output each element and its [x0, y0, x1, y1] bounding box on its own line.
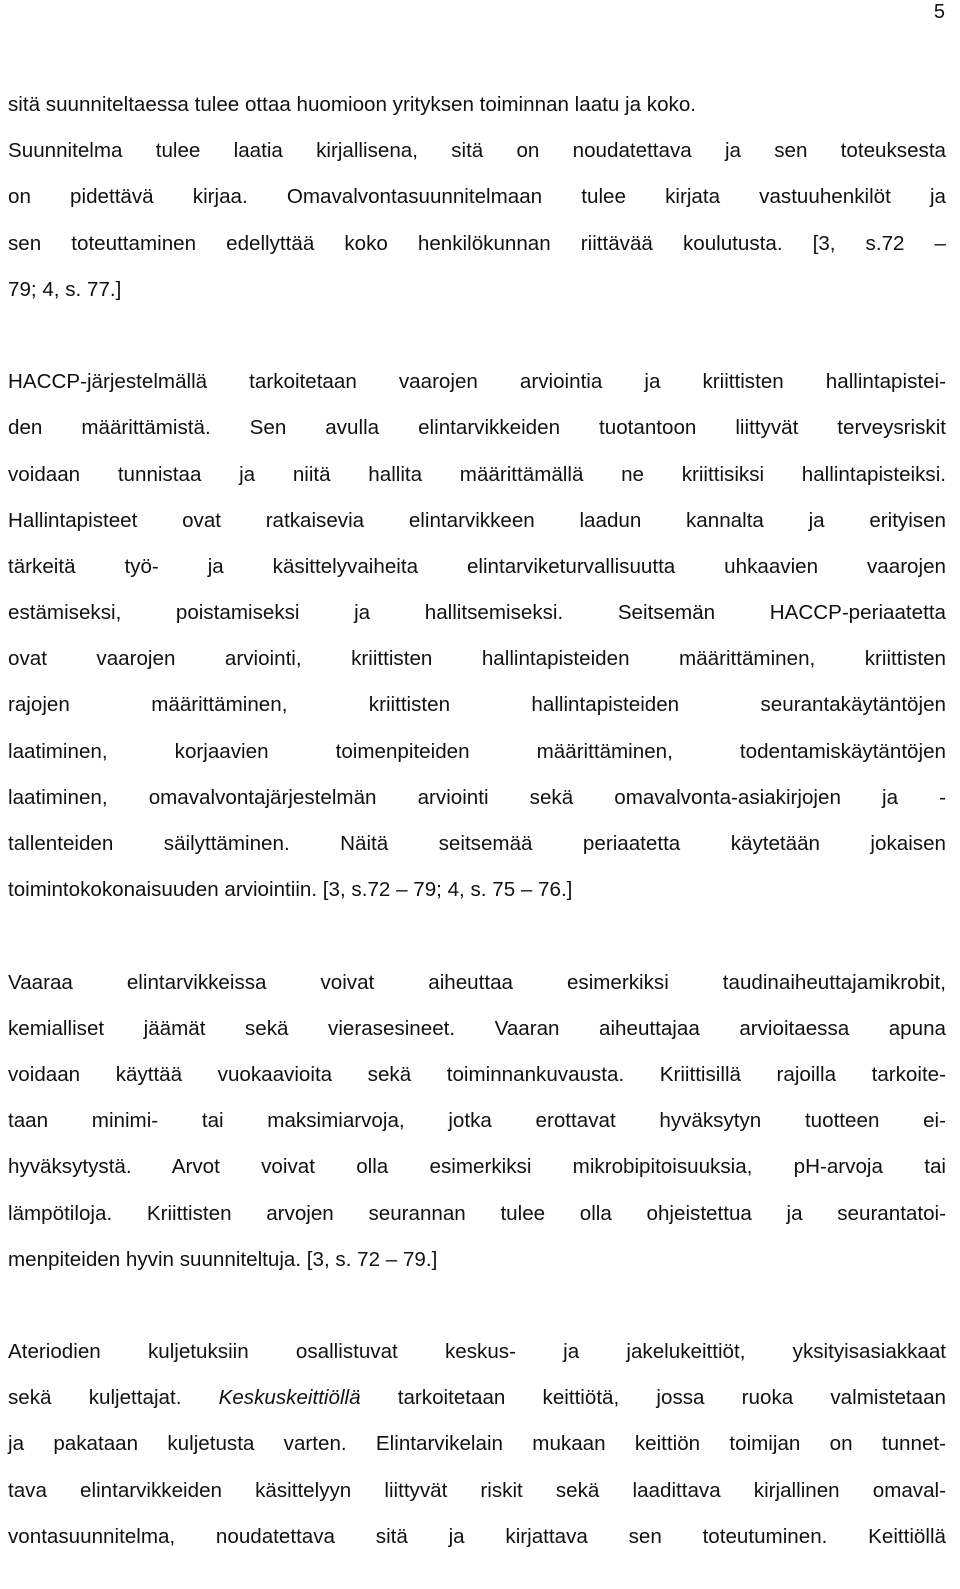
text-line: HACCP-järjestelmällä tarkoitetaan vaarojen arviointia ja kriittisten hallintapistei-	[8, 370, 946, 394]
text-line: tallenteiden säilyttäminen. Näitä seitsemää periaatetta käytetään jokaisen	[8, 832, 946, 855]
paragraph-haccp	[8, 359, 946, 913]
paragraph-spacer	[8, 913, 946, 959]
paragraph-spacer	[8, 1283, 946, 1329]
text-line: vontasuunnitelma, noudatettava sitä ja kirjattava sen toteutuminen. Keittiöllä	[8, 1524, 946, 1548]
text-line: Hallintapisteet ovat ratkaisevia elintarvikkeen laadun kannalta ja erityisen	[8, 508, 946, 532]
text-line: Vaaraa elintarvikkeissa voivat aiheuttaa esimerkiksi taudinaiheuttajamikrobit,	[8, 970, 946, 994]
text-line: taan minimi- tai maksimiarvoja, jotka erottavat hyväksytyn tuotteen ei-	[8, 1109, 946, 1133]
text-line: voidaan tunnistaa ja niitä hallita määrittämällä ne kriittisiksi hallintapisteiksi.	[8, 462, 946, 486]
text-line: estämiseksi, poistamiseksi ja hallitsemiseksi. Seitsemän HACCP-periaatetta	[8, 601, 946, 625]
text-line: Ateriodien kuljetuksiin osallistuvat keskus- ja jakelukeittiöt, yksityisasiakkaat	[8, 1340, 946, 1364]
text-line: sen toteuttaminen edellyttää koko henkilökunnan riittävää koulutusta. [3, s.72 –	[8, 231, 946, 255]
document-body	[8, 82, 946, 1560]
paragraph-spacer	[8, 313, 946, 359]
text-line: tava elintarvikkeiden käsittelyyn liittyvät riskit sekä laadittava kirjallinen omaval-	[8, 1478, 946, 1502]
text-line: ja pakataan kuljetusta varten. Elintarvikelain mukaan keittiön toimijan on tunnet-	[8, 1432, 946, 1456]
text-line: rajojen määrittäminen, kriittisten hallintapisteiden seurantakäytäntöjen	[8, 693, 946, 717]
text-line: tärkeitä työ- ja käsittelyvaiheita elintarviketurvallisuutta uhkaavien vaarojen	[8, 554, 946, 578]
text-segment: sekä kuljettajat.	[8, 1386, 219, 1410]
text-line: on pidettävä kirjaa. Omavalvontasuunnitelmaan tulee kirjata vastuuhenkilöt ja	[8, 185, 946, 209]
paragraph-hazards	[8, 960, 946, 1283]
text-line: 79; 4, s. 77.]	[8, 277, 122, 301]
text-line: menpiteiden hyvin suunniteltuja. [3, s. 72 – 79.]	[8, 1247, 438, 1271]
italic-term: Keskuskeittiöllä	[218, 1386, 361, 1410]
text-line: hyväksytystä. Arvot voivat olla esimerkiksi mikrobipitoisuuksia, pH-arvoja tai	[8, 1155, 946, 1179]
text-line: den määrittämistä. Sen avulla elintarvikkeiden tuotantoon liittyvät terveysriskit	[8, 416, 946, 440]
text-line: sitä suunniteltaessa tulee ottaa huomioon yrityksen toiminnan laatu ja koko.	[8, 93, 697, 116]
text-line: voidaan käyttää vuokaavioita sekä toiminnankuvausta. Kriittisillä rajoilla tarkoite-	[8, 1062, 946, 1086]
text-line: laatiminen, omavalvontajärjestelmän arviointi sekä omavalvonta-asiakirjojen ja -	[8, 785, 946, 809]
paragraph-meal-transport	[8, 1329, 946, 1560]
text-line: ovat vaarojen arviointi, kriittisten hallintapisteiden määrittäminen, kriittisten	[8, 647, 946, 671]
text-line: kemialliset jäämät sekä vierasesineet. Vaaran aiheuttajaa arvioitaessa apuna	[8, 1016, 946, 1040]
text-line: Suunnitelma tulee laatia kirjallisena, sitä on noudatettava ja sen toteuksesta	[8, 139, 946, 163]
page-number: 5	[933, 1, 945, 23]
text-line: laatiminen, korjaavien toimenpiteiden määrittäminen, todentamiskäytäntöjen	[8, 739, 946, 763]
text-line: lämpötiloja. Kriittisten arvojen seurannan tulee olla ohjeistettua ja seurantatoi-	[8, 1201, 946, 1225]
text-segment: tarkoitetaan keittiötä, jossa ruoka valmistetaan	[360, 1386, 946, 1410]
text-line: toimintokokonaisuuden arviointiin. [3, s.72 – 79; 4, s. 75 – 76.]	[8, 878, 573, 902]
text-line	[8, 1375, 946, 1421]
paragraph-self-monitoring-plan	[8, 82, 946, 313]
